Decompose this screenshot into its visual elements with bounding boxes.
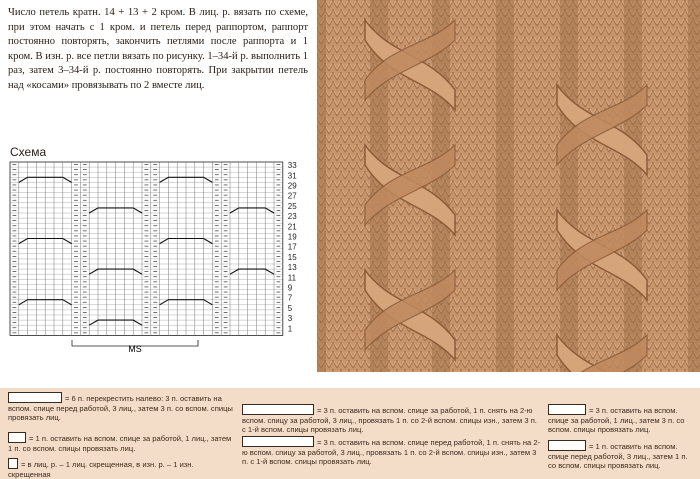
pattern-description <box>8 6 308 94</box>
legend-item-3-over-1-right: = 3 п. оставить на вспом. спице за работой, 1 лиц., затем 3 п. со вспом. спицы провязать лиц. <box>548 406 685 435</box>
repeat-label: MS <box>128 344 142 354</box>
legend-item-twist-right: = 1 п. оставить на вспом. спице за работой, 1 лиц., затем 1 п. со вспом. спицы провязать лиц. <box>8 434 232 453</box>
purl-rib <box>496 0 514 372</box>
purl-rib <box>560 0 578 372</box>
cross-front-symbol-icon <box>242 436 314 447</box>
knitted-sample-photo <box>317 0 700 372</box>
repeat-bracket <box>72 340 198 354</box>
one-over-three-left-symbol-icon <box>548 440 586 451</box>
legend-item-cross-left: = 6 п. перекрестить налево: 3 п. оставить на вспом. спице перед работой, 3 лиц., затем 3 п. со вспом. спицы провязать лиц. <box>8 394 233 423</box>
twisted-stitch-symbol-icon <box>8 458 18 469</box>
description-text: Число петель кратн. 14 + 13 + 2 кром. В лиц. р. вязать по схеме, при этом начать с 1 кром. и петель перед раппортом, раппорт постоянно повторять, закончить петлями после раппорта и 1 кром. В изн. р. все петли вязать по рисунку. 1–34-й р. выполнить 1 раз, затем 3–34-й р. постоянно повторять. При закрытии петель над «косами» провязывать по 2 вместе лиц. <box>8 7 308 91</box>
purl-rib <box>688 0 700 372</box>
purl-rib <box>624 0 642 372</box>
row-number: 11 <box>287 273 297 283</box>
row-number: 13 <box>287 263 297 273</box>
knitting-chart <box>6 158 312 354</box>
chart-row-numbers <box>288 161 297 333</box>
row-number: 17 <box>287 242 297 252</box>
legend-item-cross-front: = 3 п. оставить на вспом. спице перед работой, 1 п. снять на 2-ю вспом. спицу за работой, 3 лиц., провязать 1 п. со 2-й вспом. спицы изн., затем 3 п. с 1-й вспом. спицы провязать лиц. <box>242 438 541 467</box>
row-number: 21 <box>287 222 297 232</box>
purl-rib <box>317 0 326 372</box>
three-over-one-right-symbol-icon <box>548 404 586 415</box>
row-number: 29 <box>287 181 297 191</box>
row-number: 23 <box>287 212 297 222</box>
row-number: 9 <box>287 283 293 293</box>
row-number: 25 <box>287 201 297 211</box>
legend-item-twisted-stitch: = в лиц. р. – 1 лиц. скрещенная, в изн. р. – 1 изн. скрещенная <box>8 460 194 479</box>
row-number: 5 <box>287 303 293 313</box>
row-number: 1 <box>287 324 293 334</box>
legend-item-cross-back: = 3 п. оставить на вспом. спице за работой, 1 п. снять на 2-ю вспом. спицу за работой, 3 лиц., провязать 1 п. со 2-й вспом. спицы изн., затем 3 п. с 1-й вспом. спицы провязать лиц. <box>242 406 537 435</box>
chart-grid <box>10 162 283 335</box>
row-number: 33 <box>287 161 297 171</box>
row-number: 7 <box>287 293 293 303</box>
row-number: 31 <box>287 171 297 181</box>
row-number: 27 <box>287 191 297 201</box>
cross-back-symbol-icon <box>242 404 314 415</box>
twist-right-symbol-icon <box>8 432 26 443</box>
schema-title: Схема <box>10 145 47 159</box>
row-number: 15 <box>287 252 297 262</box>
symbol-legend <box>0 388 700 479</box>
row-number: 3 <box>287 314 293 324</box>
cross-left-symbol-icon <box>8 392 62 403</box>
row-number: 19 <box>287 232 297 242</box>
cable-knit-texture <box>317 0 700 372</box>
legend-item-1-over-3-left: = 1 п. оставить на вспом. спице перед работой, 3 лиц., затем 1 п. со вспом. спицы провязать лиц. <box>548 442 688 471</box>
